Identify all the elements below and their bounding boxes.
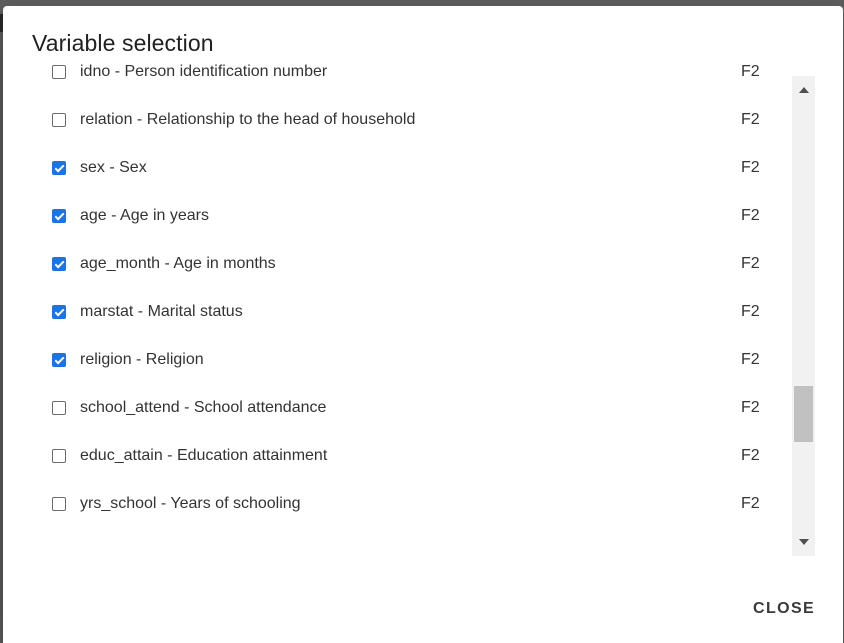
variable-list-viewport[interactable] [31,63,815,556]
variable-label: marstat - Marital status [80,303,243,320]
variable-format: F2 [741,159,760,176]
vertical-scrollbar[interactable] [792,76,815,556]
variable-row[interactable] [31,240,791,288]
variable-label: relation - Relationship to the head of household [80,111,416,128]
scrollbar-thumb[interactable] [794,386,813,442]
variable-row[interactable] [31,48,791,96]
variable-format: F2 [741,495,760,512]
variable-label: sex - Sex [80,159,147,176]
dialog-title: Variable selection [32,30,214,56]
variable-row[interactable] [31,288,791,336]
variable-checkbox[interactable] [52,305,66,319]
variable-label: age_month - Age in months [80,255,276,272]
variable-checkbox[interactable] [52,113,66,127]
variable-row[interactable] [31,336,791,384]
scroll-down-button[interactable] [792,532,815,552]
close-button[interactable]: CLOSE [745,596,823,622]
variable-row[interactable] [31,432,791,480]
variable-format: F2 [741,255,760,272]
variable-selection-dialog [3,6,843,643]
triangle-down-icon [799,539,809,545]
scroll-up-button[interactable] [792,80,815,100]
variable-format: F2 [741,207,760,224]
variable-checkbox[interactable] [52,497,66,511]
variable-checkbox[interactable] [52,353,66,367]
variable-checkbox[interactable] [52,161,66,175]
variable-format: F2 [741,351,760,368]
variable-checkbox[interactable] [52,257,66,271]
variable-row[interactable] [31,192,791,240]
variable-format: F2 [741,111,760,128]
variable-label: yrs_school - Years of schooling [80,495,301,512]
variable-row[interactable] [31,96,791,144]
variable-format: F2 [741,399,760,416]
variable-format: F2 [741,63,760,80]
variable-checkbox[interactable] [52,401,66,415]
variable-row[interactable] [31,384,791,432]
variable-label: age - Age in years [80,207,209,224]
variable-label: educ_attain - Education attainment [80,447,328,464]
variable-label: idno - Person identification number [80,63,328,80]
variable-checkbox[interactable] [52,65,66,79]
variable-checkbox[interactable] [52,209,66,223]
variable-format: F2 [741,447,760,464]
variable-label: religion - Religion [80,351,204,368]
triangle-up-icon [799,87,809,93]
variable-format: F2 [741,303,760,320]
variable-label: school_attend - School attendance [80,399,327,416]
variable-row[interactable] [31,480,791,528]
variable-list [31,48,791,528]
variable-row[interactable] [31,144,791,192]
variable-checkbox[interactable] [52,449,66,463]
